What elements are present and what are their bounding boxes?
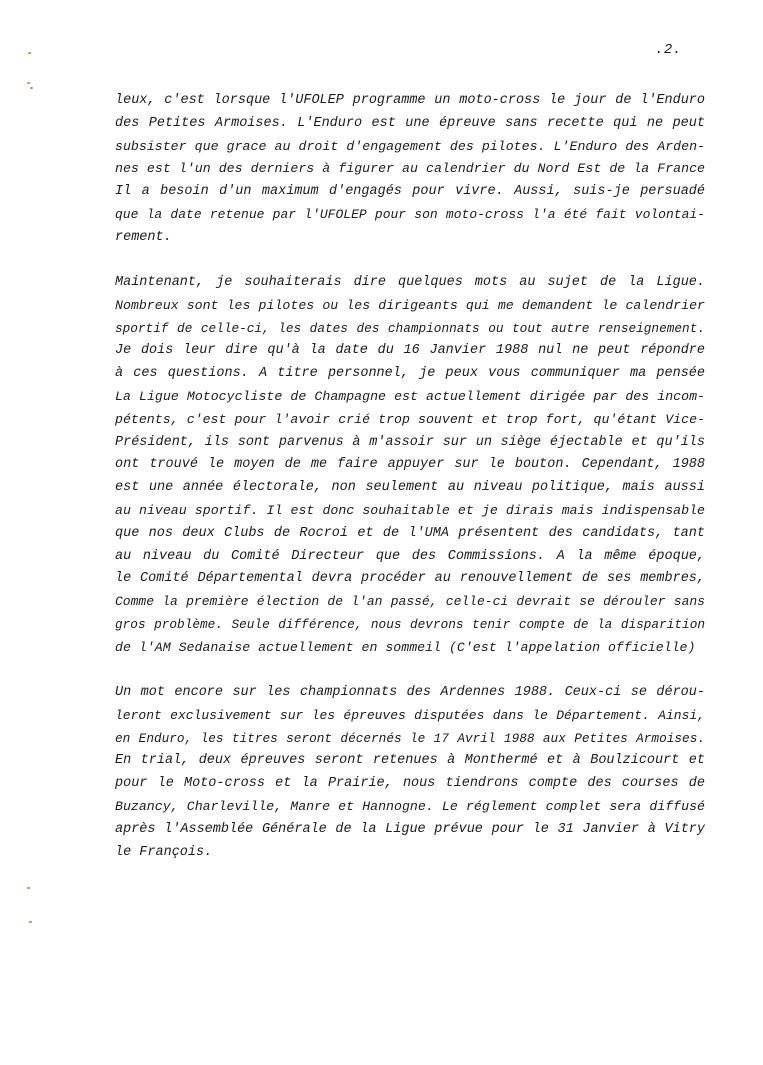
text-line: en Enduro, les titres seront décernés le 17 Avril 1988 aux Petites Armoises.	[115, 730, 705, 746]
text-line: Il a besoin d'un maximum d'engagés pour vivre. Aussi, suis-je persuadé	[115, 184, 705, 200]
text-line: après l'Assemblée Générale de la Ligue prévue pour le 31 Janvier à Vitry	[115, 821, 705, 837]
text-line: La Ligue Motocycliste de Champagne est actuellement dirigée par des incom-	[115, 388, 705, 404]
text-line: subsister que grace au droit d'engagement des pilotes. L'Enduro des Arden-	[115, 138, 705, 154]
text-line: sportif de celle-ci, les dates des championnats ou tout autre renseignement.	[115, 320, 705, 336]
text-line: Un mot encore sur les championnats des Ardennes 1988. Ceux-ci se dérou-	[115, 685, 705, 700]
text-line: Président, ils sont parvenus à m'assoir sur un siège éjectable et qu'ils	[115, 434, 705, 450]
text-line: Je dois leur dire qu'à la date du 16 Janvier 1988 nul ne peut répondre	[115, 343, 705, 359]
text-line: Buzancy, Charleville, Manre et Hannogne. Le réglement complet sera diffusé	[115, 798, 705, 814]
text-line: pour le Moto-cross et la Prairie, nous tiendrons compte des courses de	[115, 776, 705, 792]
margin-speck	[28, 52, 31, 54]
margin-speck	[27, 82, 30, 84]
text-line: de l'AM Sedanaise actuellement en sommeil (C'est l'appelation officielle)	[115, 639, 696, 655]
text-line: pétents, c'est pour l'avoir crié trop souvent et trop fort, qu'étant Vice-	[115, 411, 705, 427]
page-number: .2.	[655, 42, 682, 58]
text-line: est une année électorale, non seulement au niveau politique, mais aussi	[115, 480, 705, 496]
text-line: ont trouvé le moyen de me faire appuyer sur le bouton. Cependant, 1988	[115, 457, 705, 473]
margin-speck	[30, 87, 33, 89]
text-line: leront exclusivement sur les épreuves disputées dans le Département. Ainsi,	[115, 707, 705, 723]
text-line: que la date retenue par l'UFOLEP pour son moto-cross l'a été fait volontai-	[115, 206, 705, 222]
text-line: rement.	[115, 229, 172, 245]
text-line: au niveau du Comité Directeur que des Commissions. A la même époque,	[115, 548, 705, 564]
text-line: En trial, deux épreuves seront retenues à Monthermé et à Boulzicourt et	[115, 753, 705, 769]
margin-speck	[29, 921, 32, 923]
text-line: Comme la première élection de l'an passé, celle-ci devrait se dérouler sans	[115, 594, 705, 610]
paragraph-enduro	[115, 90, 705, 250]
paragraph-ligue	[115, 272, 705, 660]
text-line: à ces questions. A titre personnel, je peux vous communiquer ma pensée	[115, 366, 705, 382]
text-line: au niveau sportif. Il est donc souhaitable et je dirais mais indispensable	[115, 502, 705, 518]
text-line: nes est l'un des derniers à figurer au calendrier du Nord Est de la France	[115, 161, 705, 177]
text-line: le Comité Départemental devra procéder au renouvellement de ses membres,	[115, 571, 705, 587]
text-line: des Petites Armoises. L'Enduro est une épreuve sans recette qui ne peut	[115, 115, 705, 131]
text-line: gros problème. Seule différence, nous devrons tenir compte de la disparition	[115, 616, 705, 632]
paragraph-championnats	[115, 682, 705, 864]
margin-speck	[27, 887, 30, 889]
text-line: le François.	[115, 844, 213, 860]
text-line: Nombreux sont les pilotes ou les dirigeants qui me demandent le calendrier	[115, 297, 705, 313]
text-line: Maintenant, je souhaiterais dire quelques mots au sujet de la Ligue.	[115, 275, 705, 290]
text-line: que nos deux Clubs de Rocroi et de l'UMA présentent des candidats, tant	[115, 525, 705, 541]
text-line: leux, c'est lorsque l'UFOLEP programme un moto-cross le jour de l'Enduro	[115, 93, 705, 108]
